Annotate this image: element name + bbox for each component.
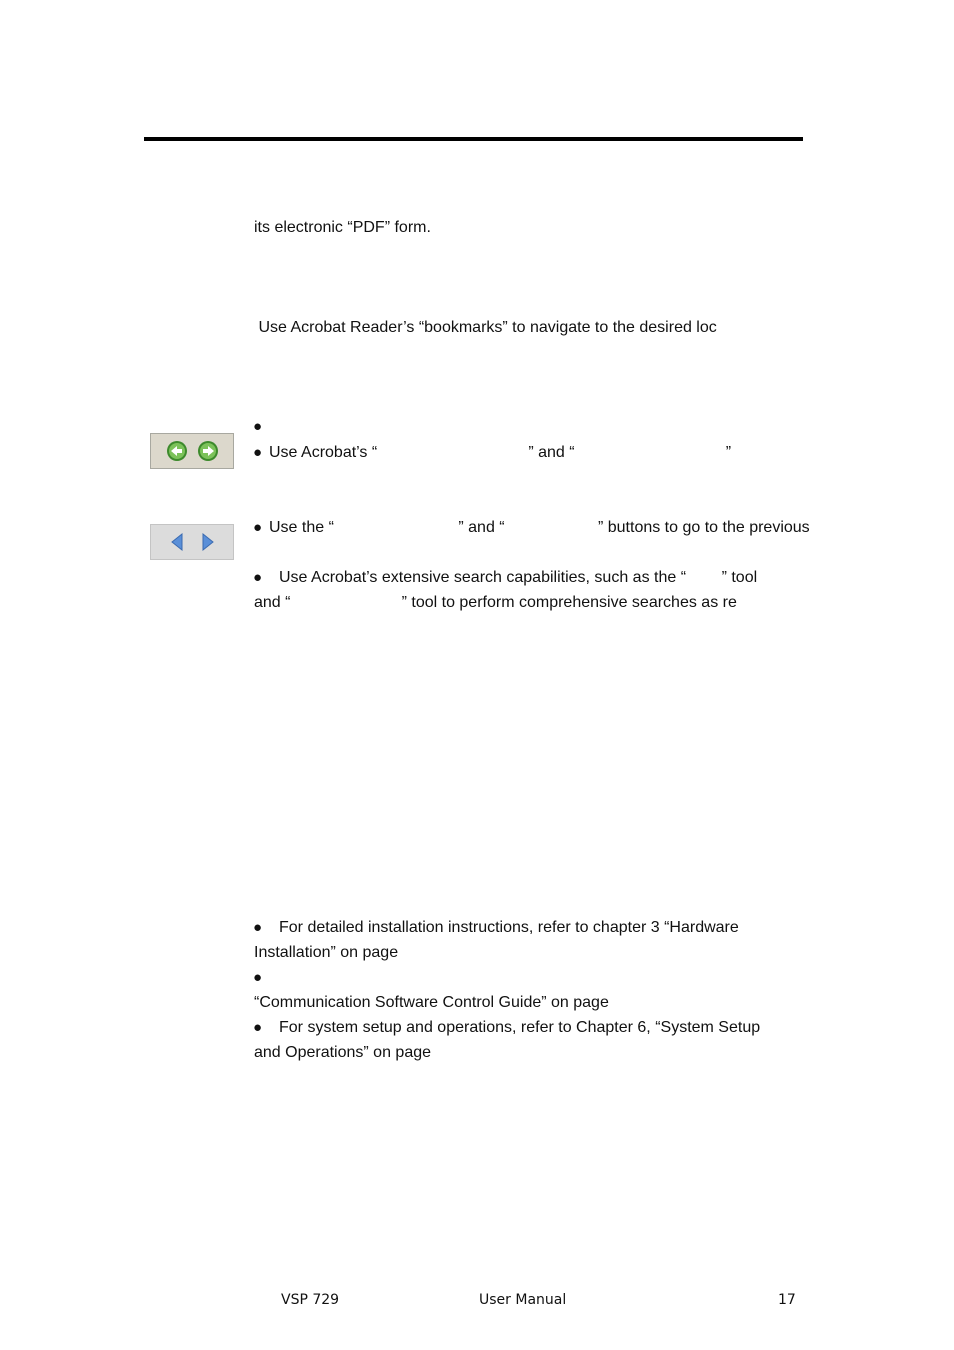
- bullet-icon: ●: [253, 569, 263, 586]
- prev-next-page-buttons[interactable]: [150, 524, 234, 560]
- footer-title: User Manual: [479, 1292, 567, 1308]
- header-rule: [144, 137, 803, 141]
- prev-next-view-buttons[interactable]: [150, 433, 234, 469]
- text-line: “Communication Software Control Guide” on page: [254, 994, 609, 1011]
- text-line: and Operations” on page: [254, 1044, 432, 1061]
- footer-page-number: 17: [778, 1292, 796, 1308]
- blue-left-triangle-icon[interactable]: [169, 532, 185, 552]
- text-line: Use Acrobat’s extensive search capabilities, such as the “ ” tool: [279, 569, 758, 586]
- text-line: and “ ” tool to perform comprehensive searches as re: [254, 594, 737, 611]
- text-line: For detailed installation instructions, refer to chapter 3 “Hardware: [279, 919, 739, 936]
- blue-right-triangle-icon[interactable]: [200, 532, 216, 552]
- text-line: Use Acrobat Reader’s “bookmarks” to navigate to the desired loc: [254, 319, 717, 336]
- bullet-icon: ●: [253, 919, 263, 936]
- green-left-arrow-icon[interactable]: [166, 440, 188, 462]
- bullet-icon: ●: [253, 418, 263, 435]
- bullet-icon: ●: [253, 519, 263, 536]
- text-line: its electronic “PDF” form.: [254, 219, 431, 236]
- bullet-icon: ●: [253, 969, 263, 986]
- text-line: Use Acrobat’s “ ” and “ ”: [269, 444, 732, 461]
- footer-product: VSP 729: [281, 1292, 340, 1308]
- bullet-icon: ●: [253, 1019, 263, 1036]
- text-line: Use the “ ” and “ ” buttons to go to the previous: [269, 519, 810, 536]
- green-right-arrow-icon[interactable]: [197, 440, 219, 462]
- text-line: For system setup and operations, refer to Chapter 6, “System Setup: [279, 1019, 761, 1036]
- text-line: Installation” on page: [254, 944, 399, 961]
- bullet-icon: ●: [253, 444, 263, 461]
